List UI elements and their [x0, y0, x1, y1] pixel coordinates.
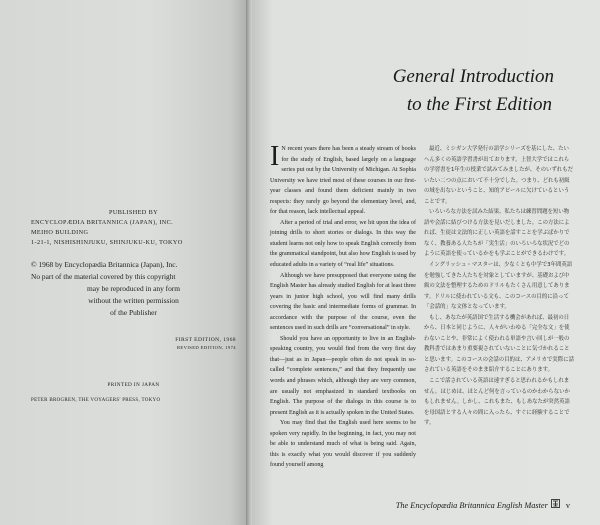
publisher-block	[31, 208, 236, 248]
japanese-paragraph: イングリッシュ・マスターは、少なくとも中学で3年間英語を勉強してきた人たちを対象としていますが、基礎および中級の文法を整理するためのドリルもたくさん用意してあります。ドリルに使われている文も、このコースの目的に沿って「会話的」な文体となっています。	[424, 262, 573, 311]
title-line-2: to the First Edition	[406, 94, 552, 115]
copyright-line: © 1968 by Encyclopædia Britannica (Japan), Inc.	[31, 260, 178, 269]
printed-in: PRINTED IN JAPAN	[107, 382, 160, 388]
english-paragraph: Although we have presupposed that everyone using the English Master has already studied English for at least three years in junior high school, you will find many drills covering the basic and intermediate forms of grammar. In accordance with the purpose of the course, even the sentences used in such drills are “conversational” in style.	[270, 272, 416, 332]
publisher-line: ENCYCLOPÆDIA BRITANNICA (JAPAN), INC.	[31, 219, 174, 226]
seal-icon	[551, 499, 560, 510]
english-paragraph: I N recent years there has been a steady stream of books for the study of English, based largely on a language series put out by the University of Michigan. At Sophia University we have tried most of these courses in our first-year classes and found them deficient mainly in two respects: they rarely go beyond the elementary level, and, for that reason, lack intellectual appeal.	[270, 141, 416, 216]
japanese-column	[424, 144, 574, 456]
english-paragraph: Should you have an opportunity to live in an English-speaking country, you would find from the very first day that—just as in Japan—people often do not speak in so-called “complete sentences,” and that they frequently use words and phrases which, although they are very common, are usually not emphasized in standard textbooks on English. The purpose of the dialogs in this course is to present English as it is actually spoken in the United States.	[270, 335, 416, 416]
first-edition: FIRST EDITION, 1968	[175, 337, 236, 343]
footer-title: The Encyclopædia Britannica English Master	[395, 501, 548, 510]
japanese-paragraph: もし、あなたが英語国で生活する機会があれば、最初の日から、日本と同じように、人々がいわゆる「完全な文」を使わないことや、非常によく使われる単語や言い回しが一般の教科書ではあまり重要視されていないことに気づかれることと思います。このコースの会話の目的は、アメリカで実際に話されている英語をそのまま紹介することにあります。	[424, 314, 574, 374]
copyright-line: without the written permission	[88, 296, 179, 305]
copyright-line: No part of the material covered by this copyright	[31, 272, 176, 281]
english-column	[270, 141, 416, 469]
publisher-line: MEIHO BUILDING	[31, 229, 89, 236]
japanese-paragraph: 最近、ミシガン大学発行の語学シリーズを基にした、たいへん多くの英語学習書が出ております。上智大学ではこれらの学習書を1年生の授業で試みてみましたが、そのいずれもだいたい二つの点において不十分でした。つまり、どれも初級の域を出ないということ、知的アピールに欠けているということです。	[424, 146, 573, 205]
printer-credit: PETER BROGREN, THE VOYAGERS' PRESS, TOKYO	[31, 398, 161, 403]
left-page	[0, 0, 250, 525]
copyright-imprint	[31, 208, 236, 406]
page-title	[393, 63, 554, 119]
drop-cap: I	[270, 141, 280, 172]
english-paragraph: After a period of trial and error, we hit upon the idea of joining drills to short stories or dialogs. In this way the student learns not only how to speak English correctly from the grammatical standpoint, but also how English is used by educated adults in a variety of “real life” situations.	[270, 219, 416, 269]
copyright-notice	[31, 259, 236, 319]
english-paragraph: You may find that the English used here seems to be spoken very rapidly. In the beginning, in fact, you may not be able to understand much of what is being said. Again, this is exactly what you would discover if you suddenly found yourself among	[270, 420, 416, 469]
copyright-line: of the Publisher	[110, 308, 157, 317]
japanese-paragraph: いろいろな方法を試みた結果、私たちは練習問題を短い物語や会話に結びつける方法を見いだしました。この方法によれば、生徒は文法的に正しい英語を話すことを学ぶばかりでなく、教養ある人たちが「実生活」のいろいろな状況でどのように英語を使っているかをも学ぶことができるわけです。	[424, 209, 570, 258]
running-footer	[396, 499, 570, 510]
page-number: v	[565, 501, 570, 510]
revised-edition: REVISED EDITION, 1974	[176, 345, 236, 350]
title-line-1: General Introduction	[392, 66, 554, 87]
copyright-line: may be reproduced in any form	[87, 284, 180, 293]
publisher-line: 1-21-1, NISHISHINJUKU, SHINJUKU-KU, TOKYO	[31, 239, 183, 246]
edition-info	[31, 336, 236, 352]
japanese-paragraph: ここで話されている英語は速すぎると思われるかもしれません。はじめは、ほとんど何を言っているのかわからないかもしれません。しかし、これもまた、もしあなたが突然英語を母国語とする人々の間に入ったら、すぐに経験することです。	[424, 378, 570, 427]
publisher-line: PUBLISHED BY	[109, 209, 158, 216]
